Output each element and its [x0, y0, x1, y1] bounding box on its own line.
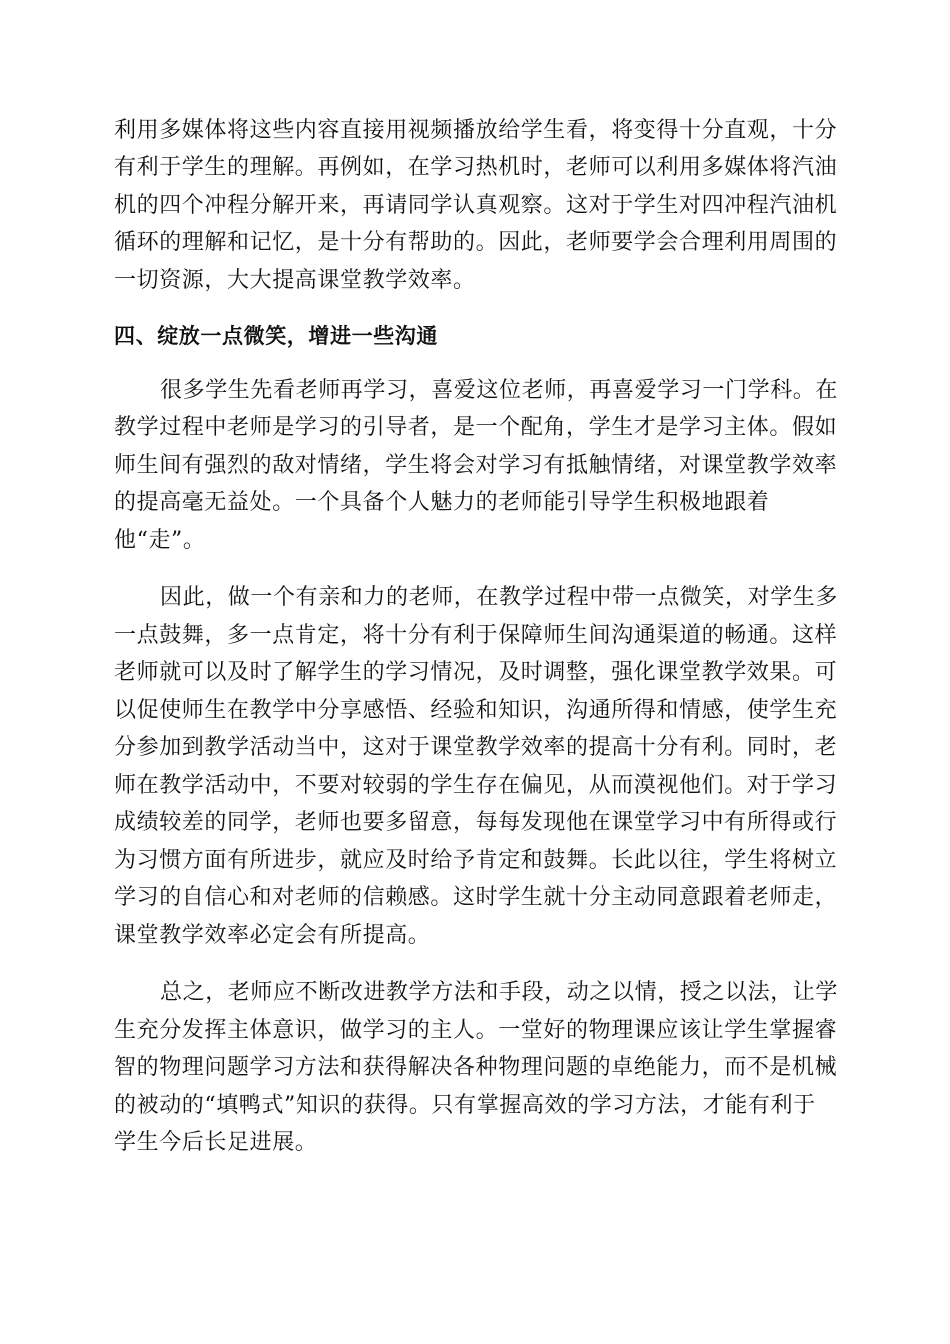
text-line: 机的四个冲程分解开来，再请同学认真观察。这对于学生对四冲程汽油机	[114, 193, 838, 218]
text-line: 学生今后长足进展。	[114, 1130, 318, 1155]
text-line: 因此，做一个有亲和力的老师，在教学过程中带一点微笑，对学生多	[160, 585, 839, 610]
text-line: 分参加到教学活动当中，这对于课堂教学效率的提高十分有利。同时，老	[114, 735, 838, 760]
text-line: 教学过程中老师是学习的引导者，是一个配角，学生才是学习主体。假如	[114, 415, 838, 440]
text-line: 有利于学生的理解。再例如，在学习热机时，老师可以利用多媒体将汽油	[114, 155, 838, 180]
text-line: 师生间有强烈的敌对情绪，学生将会对学习有抵触情绪，对课堂教学效率	[114, 453, 838, 478]
text-line: 师在教学活动中，不要对较弱的学生存在偏见，从而漠视他们。对于学习	[114, 773, 838, 798]
text-line: 老师就可以及时了解学生的学习情况，及时调整，强化课堂教学效果。可	[114, 660, 838, 685]
text-line: 很多学生先看老师再学习，喜爱这位老师，再喜爱学习一门学科。在	[160, 378, 839, 403]
text-line: 他“走”。	[114, 528, 206, 553]
text-line: 的提高毫无益处。一个具备个人魅力的老师能引导学生积极地跟着	[114, 490, 770, 515]
text-line: 为习惯方面有所进步，就应及时给予肯定和鼓舞。长此以往，学生将树立	[114, 848, 838, 873]
text-line: 总之，老师应不断改进教学方法和手段，动之以情，授之以法，让学	[160, 980, 839, 1005]
text-line: 智的物理问题学习方法和获得解决各种物理问题的卓绝能力，而不是机械	[114, 1055, 838, 1080]
text-line: 一点鼓舞，多一点肯定，将十分有利于保障师生间沟通渠道的畅通。这样	[114, 623, 838, 648]
text-line: 生充分发挥主体意识，做学习的主人。一堂好的物理课应该让学生掌握睿	[114, 1018, 838, 1043]
text-line: 课堂教学效率必定会有所提高。	[114, 923, 431, 948]
text-line: 成绩较差的同学，老师也要多留意，每每发现他在课堂学习中有所得或行	[114, 810, 838, 835]
text-line: 以促使师生在教学中分享感悟、经验和知识，沟通所得和情感，使学生充	[114, 698, 838, 723]
text-line: 一切资源，大大提高课堂教学效率。	[114, 268, 476, 293]
text-line: 的被动的“填鸭式”知识的获得。只有掌握高效的学习方法，才能有利于	[114, 1093, 816, 1118]
text-line: 学习的自信心和对老师的信赖感。这时学生就十分主动同意跟着老师走，	[114, 885, 838, 910]
text-line: 循环的理解和记忆，是十分有帮助的。因此，老师要学会合理利用周围的	[114, 230, 838, 255]
section-heading: 四、绽放一点微笑，增进一些沟通	[114, 324, 438, 348]
text-line: 利用多媒体将这些内容直接用视频播放给学生看，将变得十分直观，十分	[114, 118, 838, 143]
